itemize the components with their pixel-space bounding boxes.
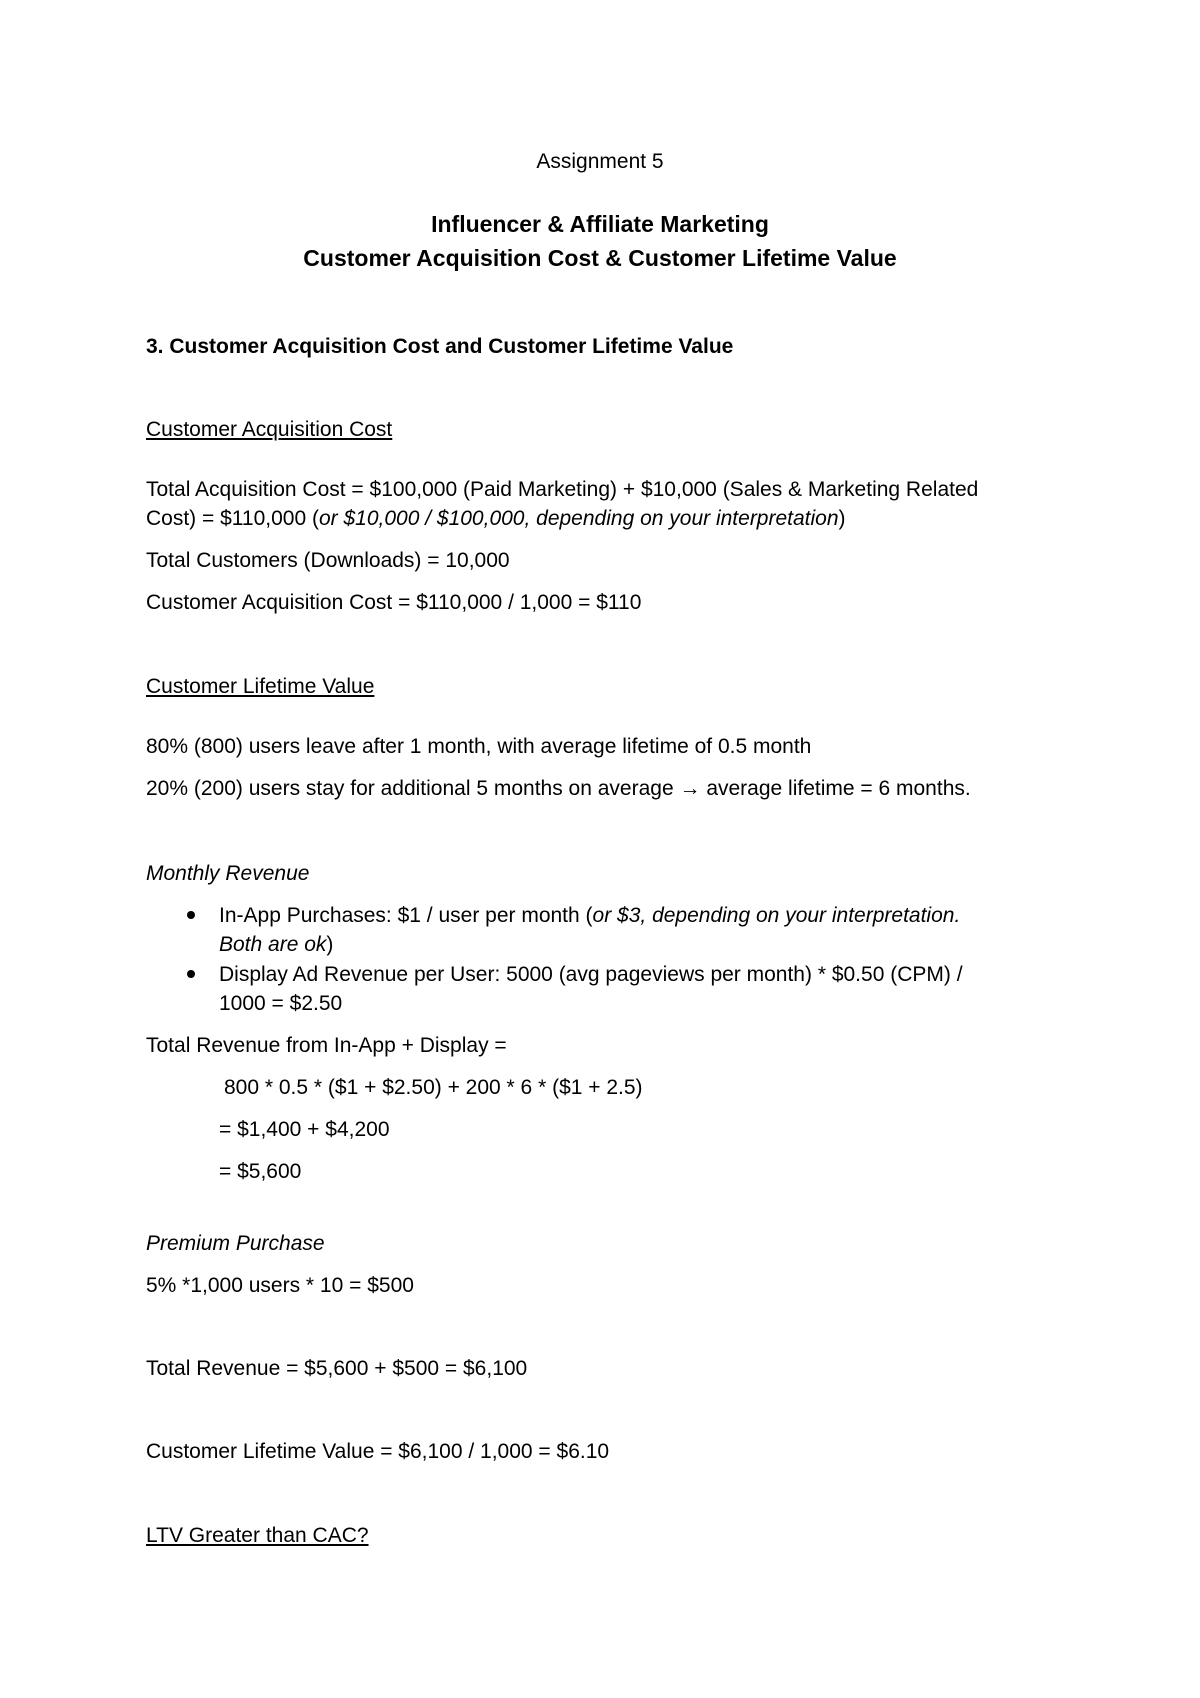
bullet-1-italic: or $3, depending on your interpretation. xyxy=(592,904,961,927)
calc-line-3: = $5,600 xyxy=(219,1160,302,1183)
clv-formula: Customer Lifetime Value = $6,100 / 1,000 = $6.10 xyxy=(146,1440,610,1463)
cac-line-2-end: ) xyxy=(838,507,846,530)
clv-stay-line xyxy=(146,775,971,802)
cac-line-2 xyxy=(146,505,846,532)
bullet-icon xyxy=(187,911,195,919)
bullet-1-line-2 xyxy=(219,931,333,958)
clv-stay-start: 20% (200) users stay for additional 5 months on average xyxy=(146,777,680,800)
ltv-heading: LTV Greater than CAC? xyxy=(146,1524,369,1547)
calc-line-2: = $1,400 + $4,200 xyxy=(219,1118,390,1141)
bullet-1-start: In-App Purchases: $1 / user per month ( xyxy=(219,904,593,927)
cac-formula: Customer Acquisition Cost = $110,000 / 1,000 = $110 xyxy=(146,591,642,614)
clv-stay-end: average lifetime = 6 months. xyxy=(700,777,971,800)
premium-heading: Premium Purchase xyxy=(146,1232,325,1255)
title-line-1: Influencer & Affiliate Marketing xyxy=(431,211,769,237)
bullet-2-line-1: Display Ad Revenue per User: 5000 (avg pageviews per month) * $0.50 (CPM) / xyxy=(219,963,963,986)
bullet-1-line-2-end: ) xyxy=(326,933,334,956)
calc-line-1: 800 * 0.5 * ($1 + $2.50) + 200 * 6 * ($1 + 2.5) xyxy=(224,1076,643,1099)
total-customers: Total Customers (Downloads) = 10,000 xyxy=(146,549,510,572)
bullet-icon xyxy=(187,970,195,978)
cac-line-2-start: Cost) = $110,000 ( xyxy=(146,507,319,530)
section-heading: 3. Customer Acquisition Cost and Customer Lifetime Value xyxy=(146,335,734,358)
monthly-revenue-heading: Monthly Revenue xyxy=(146,862,310,885)
total-revenue: Total Revenue = $5,600 + $500 = $6,100 xyxy=(146,1357,528,1380)
total-revenue-label: Total Revenue from In-App + Display = xyxy=(146,1034,507,1057)
bullet-2-line-2: 1000 = $2.50 xyxy=(219,992,343,1015)
clv-leave-line: 80% (800) users leave after 1 month, with average lifetime of 0.5 month xyxy=(146,735,812,758)
assignment-label: Assignment 5 xyxy=(536,150,664,173)
cac-line-2-italic: or $10,000 / $100,000, depending on your interpretation xyxy=(318,507,839,530)
title-line-2: Customer Acquisition Cost & Customer Lifetime Value xyxy=(303,245,897,271)
bullet-1-line-2-italic: Both are ok xyxy=(219,933,327,956)
cac-line-1: Total Acquisition Cost = $100,000 (Paid Marketing) + $10,000 (Sales & Marketing Related xyxy=(146,478,979,501)
cac-heading: Customer Acquisition Cost xyxy=(146,418,393,441)
arrow-icon: → xyxy=(679,777,701,800)
bullet-1-line-1 xyxy=(219,902,960,929)
premium-formula: 5% *1,000 users * 10 = $500 xyxy=(146,1274,414,1297)
clv-heading: Customer Lifetime Value xyxy=(146,675,375,698)
